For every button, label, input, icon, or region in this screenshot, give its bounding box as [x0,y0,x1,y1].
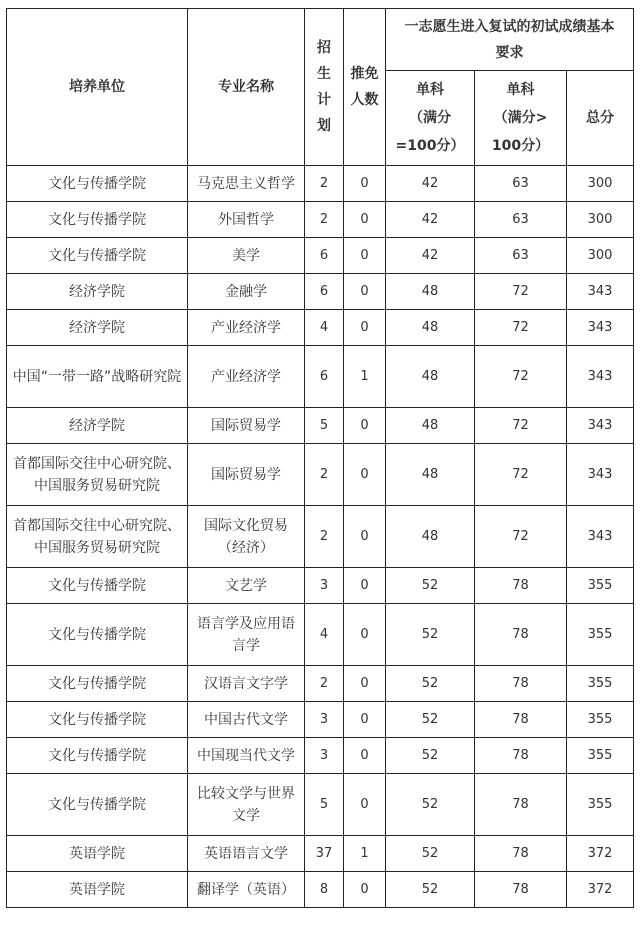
header-single-100: 单科 （满分 =100分） [386,71,475,166]
cell-single-100: 52 [386,774,475,836]
header-requirement: 一志愿生进入复试的初试成绩基本要求 [386,9,634,71]
cell-single-over100: 72 [475,310,567,346]
table-row [7,568,634,604]
cell-major: 金融学 [188,274,305,310]
cell-plan: 6 [305,274,344,310]
table-row [7,166,634,202]
cell-plan: 4 [305,310,344,346]
cell-recommend: 0 [344,310,386,346]
cell-single-over100: 78 [475,738,567,774]
table-body [7,166,634,908]
cell-major: 语言学及应用语言学 [188,604,305,666]
cell-single-100: 48 [386,346,475,408]
cell-plan: 6 [305,346,344,408]
cell-unit: 文化与传播学院 [7,238,188,274]
cell-single-over100: 63 [475,238,567,274]
table-row [7,346,634,408]
header-total: 总分 [567,71,634,166]
cell-single-over100: 72 [475,274,567,310]
cell-major: 国际文化贸易（经济） [188,506,305,568]
cell-total: 355 [567,604,634,666]
cell-single-over100: 78 [475,774,567,836]
cell-major: 美学 [188,238,305,274]
cell-total: 300 [567,166,634,202]
cell-unit: 文化与传播学院 [7,666,188,702]
cell-single-100: 52 [386,836,475,872]
cell-major: 中国现当代文学 [188,738,305,774]
table-row [7,738,634,774]
cell-total: 355 [567,666,634,702]
cell-total: 355 [567,774,634,836]
cell-total: 355 [567,702,634,738]
cell-total: 300 [567,202,634,238]
cell-plan: 2 [305,444,344,506]
cell-unit: 文化与传播学院 [7,568,188,604]
cell-single-100: 52 [386,666,475,702]
cell-unit: 英语学院 [7,836,188,872]
cell-recommend: 0 [344,506,386,568]
cell-major: 外国哲学 [188,202,305,238]
cell-unit: 首都国际交往中心研究院、中国服务贸易研究院 [7,506,188,568]
cell-unit: 经济学院 [7,310,188,346]
cell-single-100: 42 [386,166,475,202]
cell-single-over100: 78 [475,836,567,872]
cell-plan: 6 [305,238,344,274]
cell-recommend: 0 [344,604,386,666]
cell-major: 国际贸易学 [188,444,305,506]
header-plan: 招 生 计 划 [305,9,344,166]
cell-single-over100: 63 [475,166,567,202]
table-row [7,444,634,506]
cell-single-100: 48 [386,444,475,506]
cell-single-100: 52 [386,738,475,774]
admission-table [6,8,634,908]
cell-single-over100: 78 [475,666,567,702]
header-single-over100: 单科 （满分> 100分） [475,71,567,166]
cell-recommend: 0 [344,408,386,444]
cell-total: 343 [567,346,634,408]
cell-plan: 5 [305,408,344,444]
table-row [7,702,634,738]
cell-unit: 经济学院 [7,274,188,310]
cell-unit: 文化与传播学院 [7,774,188,836]
cell-total: 343 [567,274,634,310]
cell-single-over100: 78 [475,604,567,666]
cell-major: 马克思主义哲学 [188,166,305,202]
cell-single-over100: 72 [475,444,567,506]
cell-recommend: 0 [344,238,386,274]
cell-plan: 2 [305,166,344,202]
cell-major: 产业经济学 [188,346,305,408]
cell-major: 翻译学（英语） [188,872,305,908]
cell-unit: 文化与传播学院 [7,738,188,774]
table-row [7,666,634,702]
cell-unit: 经济学院 [7,408,188,444]
cell-major: 英语语言文学 [188,836,305,872]
cell-single-100: 42 [386,238,475,274]
cell-recommend: 1 [344,346,386,408]
table-row [7,604,634,666]
cell-single-100: 52 [386,872,475,908]
cell-recommend: 0 [344,202,386,238]
cell-recommend: 0 [344,872,386,908]
cell-total: 355 [567,738,634,774]
header-major: 专业名称 [188,9,305,166]
cell-plan: 3 [305,738,344,774]
cell-total: 372 [567,836,634,872]
cell-recommend: 0 [344,774,386,836]
cell-single-over100: 78 [475,568,567,604]
cell-plan: 2 [305,506,344,568]
table-row [7,238,634,274]
table-row [7,836,634,872]
cell-unit: 文化与传播学院 [7,202,188,238]
header-recommend: 推免人数 [344,9,386,166]
table-row [7,872,634,908]
cell-plan: 3 [305,702,344,738]
cell-single-100: 48 [386,310,475,346]
table-header [7,9,634,166]
cell-recommend: 0 [344,444,386,506]
cell-single-over100: 72 [475,506,567,568]
cell-recommend: 0 [344,666,386,702]
cell-single-100: 42 [386,202,475,238]
cell-total: 343 [567,310,634,346]
table-row [7,506,634,568]
cell-single-100: 52 [386,604,475,666]
cell-single-over100: 78 [475,702,567,738]
cell-single-over100: 72 [475,408,567,444]
table-row [7,202,634,238]
cell-total: 372 [567,872,634,908]
table-row [7,310,634,346]
cell-unit: 首都国际交往中心研究院、中国服务贸易研究院 [7,444,188,506]
cell-major: 产业经济学 [188,310,305,346]
cell-single-100: 52 [386,568,475,604]
cell-single-100: 52 [386,702,475,738]
cell-unit: 中国“一带一路”战略研究院 [7,346,188,408]
cell-major: 汉语言文字学 [188,666,305,702]
cell-major: 中国古代文学 [188,702,305,738]
cell-plan: 5 [305,774,344,836]
cell-recommend: 0 [344,166,386,202]
table-row [7,274,634,310]
cell-plan: 2 [305,666,344,702]
cell-recommend: 0 [344,274,386,310]
cell-total: 343 [567,444,634,506]
cell-recommend: 0 [344,702,386,738]
cell-total: 355 [567,568,634,604]
cell-recommend: 0 [344,738,386,774]
cell-unit: 文化与传播学院 [7,604,188,666]
cell-total: 343 [567,506,634,568]
table-row [7,408,634,444]
cell-unit: 文化与传播学院 [7,702,188,738]
cell-single-over100: 72 [475,346,567,408]
table-row [7,774,634,836]
cell-unit: 文化与传播学院 [7,166,188,202]
cell-plan: 2 [305,202,344,238]
cell-major: 比较文学与世界文学 [188,774,305,836]
cell-plan: 37 [305,836,344,872]
cell-total: 343 [567,408,634,444]
cell-single-over100: 63 [475,202,567,238]
cell-plan: 8 [305,872,344,908]
cell-unit: 英语学院 [7,872,188,908]
cell-plan: 4 [305,604,344,666]
cell-recommend: 1 [344,836,386,872]
cell-single-100: 48 [386,506,475,568]
header-unit: 培养单位 [7,9,188,166]
cell-single-100: 48 [386,274,475,310]
cell-total: 300 [567,238,634,274]
cell-single-over100: 78 [475,872,567,908]
cell-major: 文艺学 [188,568,305,604]
cell-plan: 3 [305,568,344,604]
cell-recommend: 0 [344,568,386,604]
cell-single-100: 48 [386,408,475,444]
cell-major: 国际贸易学 [188,408,305,444]
